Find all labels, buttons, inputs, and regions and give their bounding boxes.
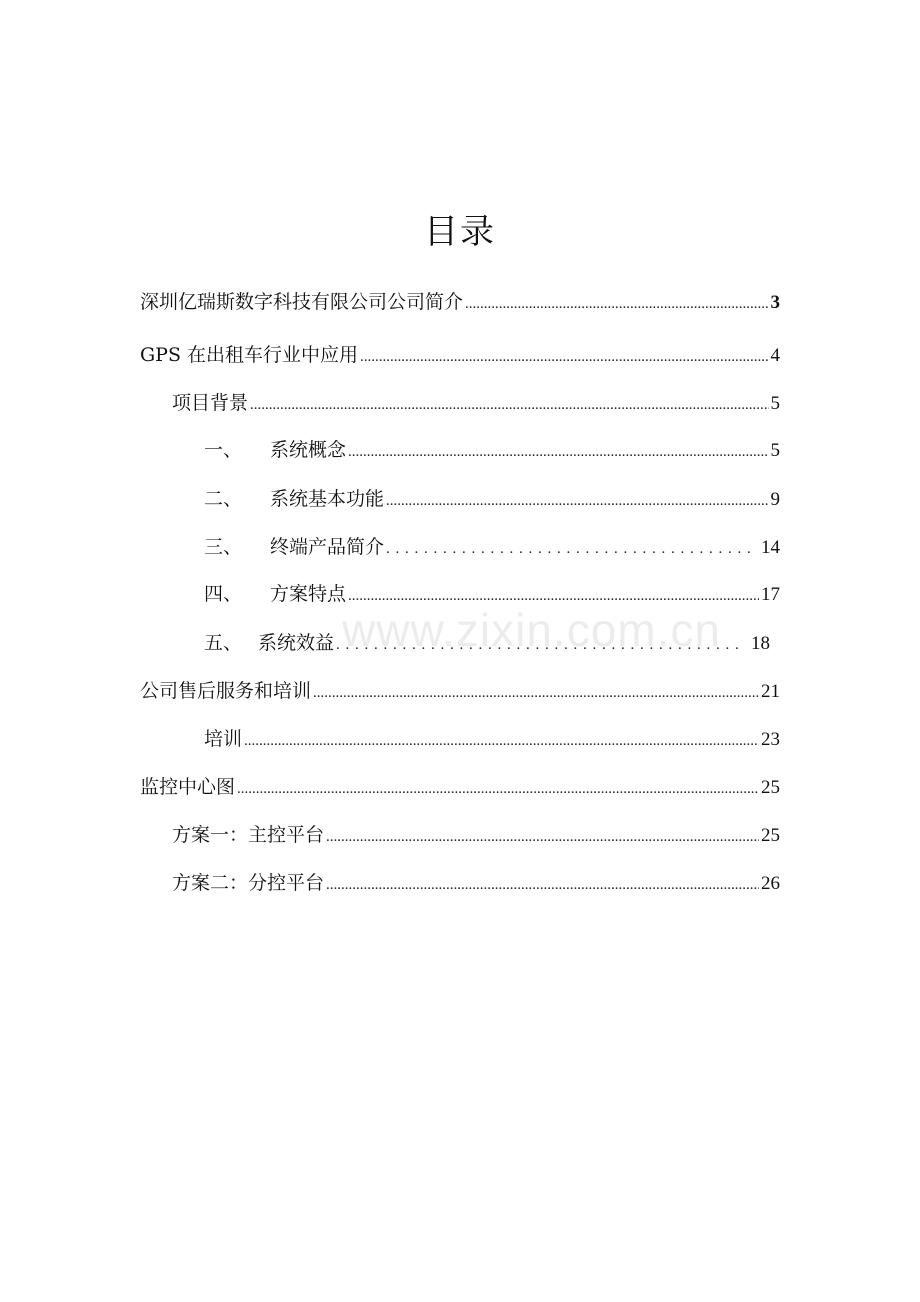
toc-page-number: 25 (761, 825, 780, 846)
toc-entry-label: 培训 (204, 728, 243, 750)
toc-entry-project-background[interactable] (172, 389, 780, 417)
toc-entry-system-benefits[interactable] (204, 629, 770, 657)
toc-entry-label: GPS 在出租车行业中应用 (140, 344, 359, 366)
toc-page-number: 3 (770, 292, 780, 313)
toc-leader (348, 438, 768, 464)
toc-entry-basic-functions[interactable] (204, 485, 780, 513)
toc-leader (237, 775, 759, 801)
toc-entry-terminal-products[interactable] (204, 533, 780, 561)
toc-entry-label: 系统基本功能 (270, 488, 385, 510)
toc-entry-label: 监控中心图 (140, 776, 236, 798)
toc-entry-label: 系统效益 (258, 632, 335, 654)
toc-page-number: 18 (751, 633, 770, 654)
toc-page-number: 21 (761, 681, 780, 702)
toc-entry-number: 五、 (204, 632, 243, 654)
toc-entry-gps-taxi[interactable] (140, 341, 780, 369)
toc-entry-label: 方案特点 (270, 583, 347, 605)
toc-entry-company-intro[interactable] (140, 288, 780, 316)
toc-entry-number: 一、 (204, 439, 243, 461)
toc-entry-system-concept[interactable] (204, 436, 780, 464)
toc-entry-number: 四、 (204, 583, 243, 605)
toc-entry-solution-features[interactable] (204, 580, 780, 608)
toc-leader (244, 727, 759, 753)
toc-entry-label: 方案二：分控平台 (172, 872, 325, 894)
toc-leader (360, 343, 768, 369)
toc-entry-label: 项目背景 (172, 392, 249, 414)
toc-leader (348, 582, 759, 608)
toc-entry-label: 深圳亿瑞斯数字科技有限公司公司简介 (140, 291, 464, 313)
toc-page-number: 23 (761, 729, 780, 750)
toc-page-number: 25 (761, 777, 780, 798)
toc-page-number: 4 (770, 345, 780, 366)
toc-entry-plan-two[interactable] (172, 869, 780, 897)
toc-entry-after-sales[interactable] (140, 677, 780, 705)
toc-entry-label: 终端产品简介 (270, 536, 385, 558)
toc-leader (326, 871, 759, 897)
toc-page-number: 5 (770, 440, 780, 461)
toc-leader (313, 679, 759, 705)
toc-entry-label: 方案一：主控平台 (172, 824, 325, 846)
toc-entry-monitoring-center[interactable] (140, 773, 780, 801)
toc-page-number: 9 (770, 489, 780, 510)
toc-leader (250, 391, 768, 417)
toc-entry-label: 公司售后服务和培训 (140, 680, 312, 702)
toc-page-number: 26 (761, 873, 780, 894)
page-title: 目录 (424, 212, 496, 252)
toc-entry-label: 系统概念 (270, 439, 347, 461)
toc-entry-plan-one[interactable] (172, 821, 780, 849)
toc-page-number: 14 (761, 537, 780, 558)
toc-leader (326, 823, 759, 849)
toc-leader (336, 631, 745, 657)
toc-page-number: 5 (770, 393, 780, 414)
toc-leader (465, 290, 768, 316)
toc-leader (386, 487, 768, 513)
toc-leader (386, 535, 755, 561)
watermark-text: www.zixin.com.cn (342, 604, 721, 656)
toc-entry-training[interactable] (204, 725, 780, 753)
toc-page-number: 17 (761, 584, 780, 605)
toc-entry-number: 二、 (204, 488, 243, 510)
toc-entry-number: 三、 (204, 536, 243, 558)
